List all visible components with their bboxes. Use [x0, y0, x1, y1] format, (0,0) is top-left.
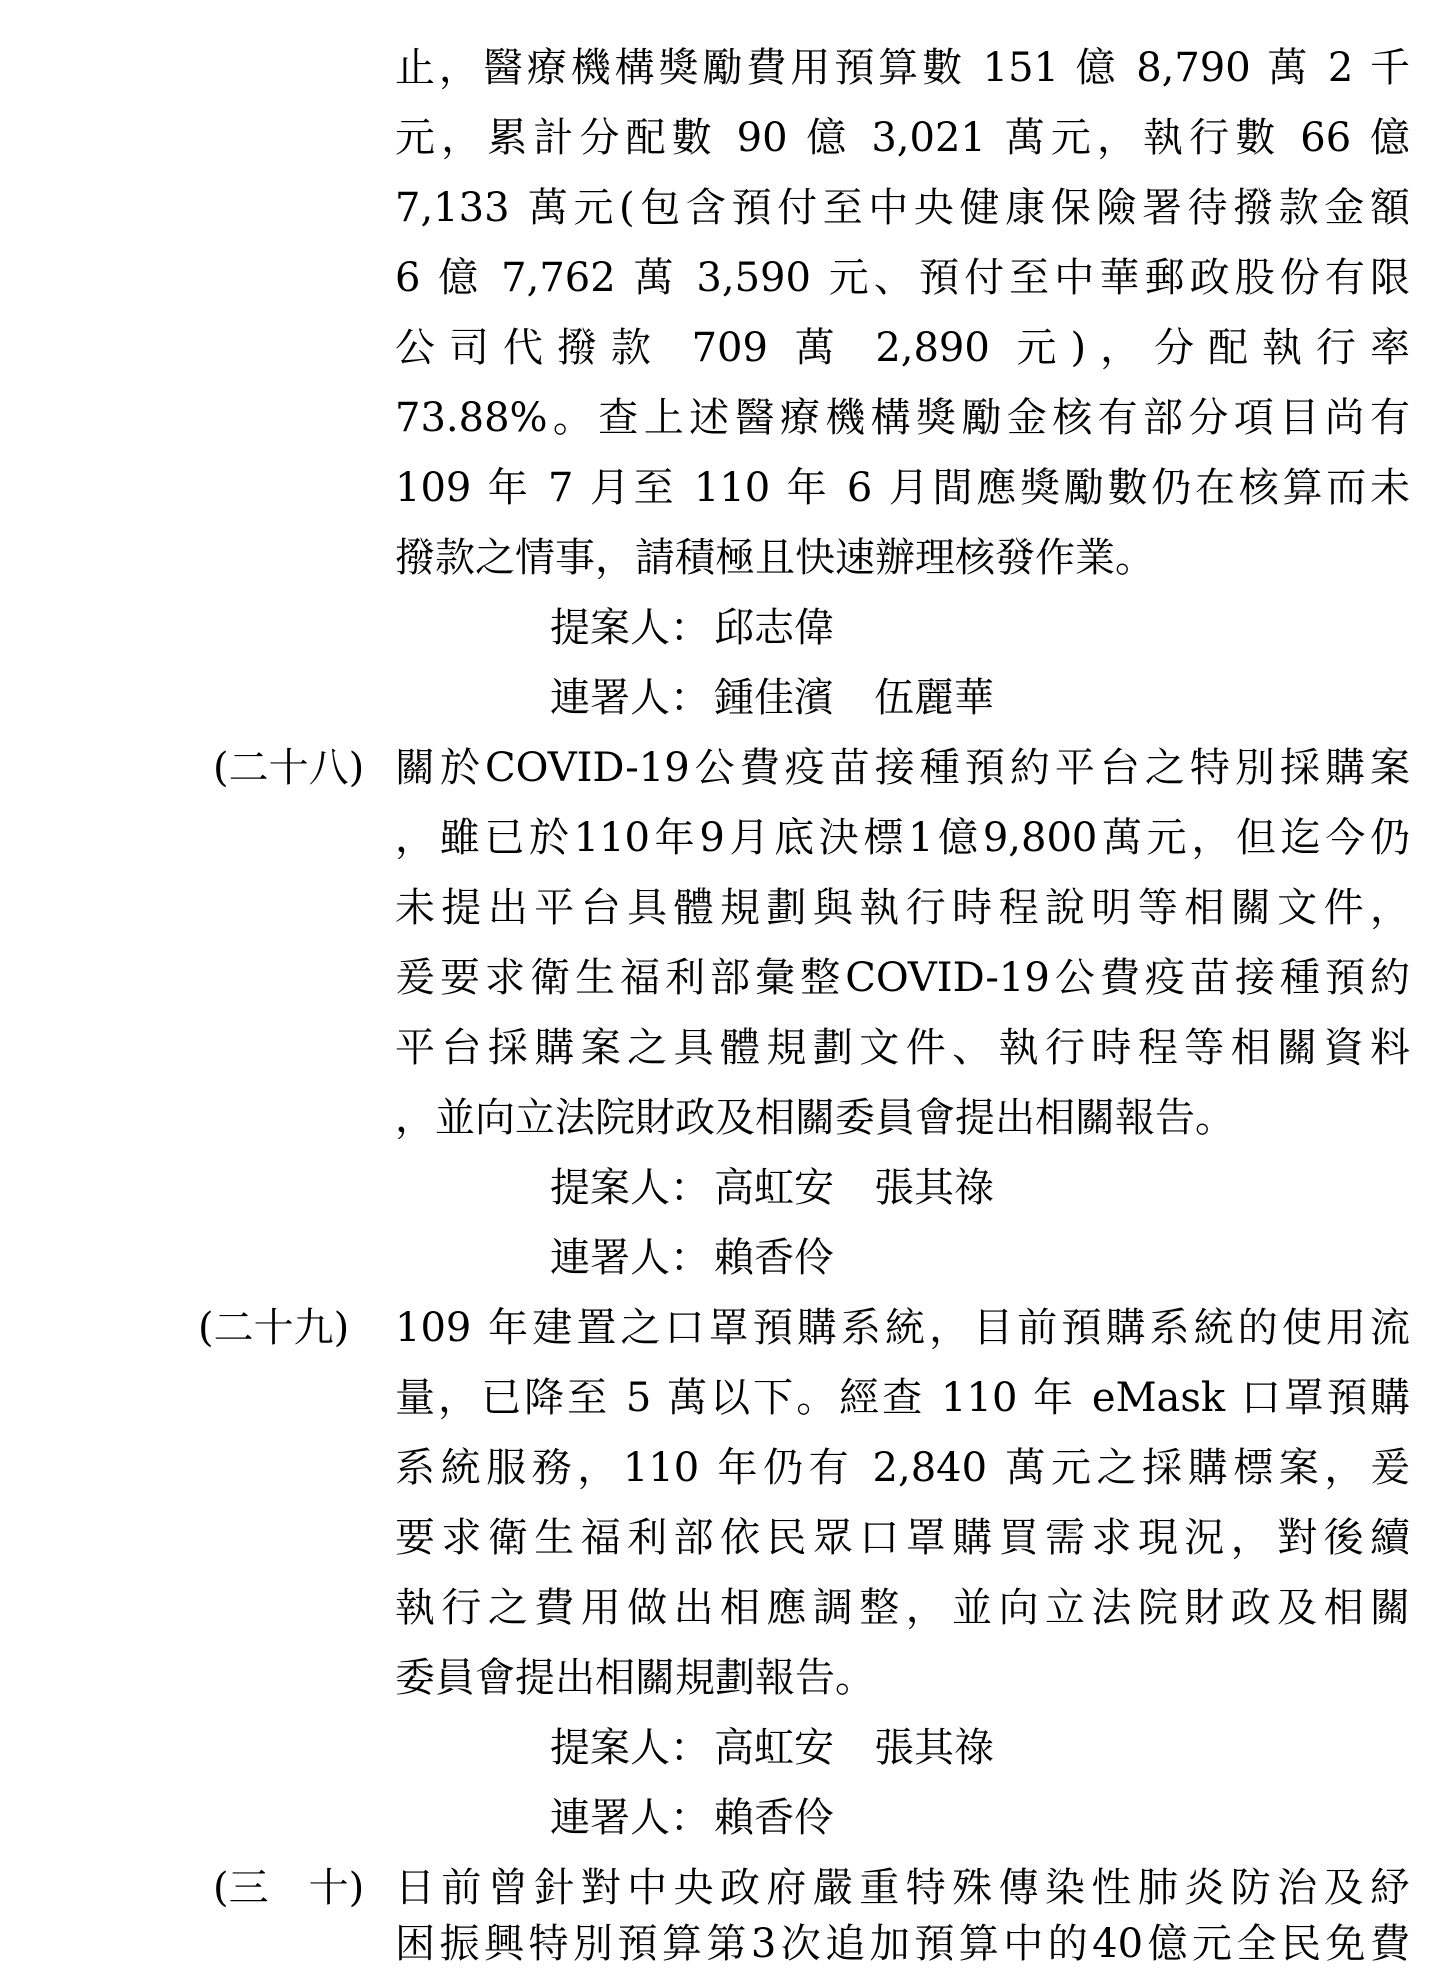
- proposer-label: 提案人：: [550, 1165, 710, 1211]
- paragraph-line: 公司代撥款 709 萬 2,890 元)，分配執行率: [395, 325, 1410, 371]
- proposer-names: 邱志偉: [714, 605, 834, 651]
- paragraph-line: 執行之費用做出相應調整，並向立法院財政及相關: [395, 1585, 1410, 1631]
- cosigner-names: 鍾佳濱 伍麗華: [714, 675, 994, 721]
- cosigner-line: [550, 663, 994, 733]
- paragraph-line: 困振興特別預算第3次追加預算中的40億元全民免費: [395, 1921, 1410, 1967]
- paragraph-line: 73.88%。查上述醫療機構獎勵金核有部分項目尚有: [395, 395, 1410, 441]
- paragraph-line: 6 億 7,762 萬 3,590 元、預付至中華郵政股份有限: [395, 255, 1410, 301]
- cosigner-label: 連署人：: [550, 1795, 710, 1841]
- item-number: (二十八): [213, 745, 365, 791]
- paragraph-line: 爰要求衛生福利部彙整COVID-19公費疫苗接種預約: [395, 955, 1410, 1001]
- proposer-label: 提案人：: [550, 605, 710, 651]
- paragraph-line: 7,133 萬元(包含預付至中央健康保險署待撥款金額: [395, 185, 1410, 231]
- paragraph-line: 量，已降至 5 萬以下。經查 110 年 eMask 口罩預購: [395, 1375, 1410, 1421]
- paragraph-line: 要求衛生福利部依民眾口罩購買需求現況，對後續: [395, 1515, 1410, 1561]
- cosigner-names: 賴香伶: [714, 1235, 834, 1281]
- paragraph-line: ，並向立法院財政及相關委員會提出相關報告。: [395, 1095, 1235, 1141]
- cosigner-line: [550, 1223, 834, 1293]
- proposer-line: [550, 1153, 994, 1223]
- paragraph-line: 撥款之情事，請積極且快速辦理核發作業。: [395, 535, 1155, 581]
- paragraph-line: 元，累計分配數 90 億 3,021 萬元，執行數 66 億: [395, 115, 1410, 161]
- proposer-line: [550, 1713, 994, 1783]
- paragraph-line: 系統服務，110 年仍有 2,840 萬元之採購標案，爰: [395, 1445, 1410, 1491]
- paragraph-line: 109 年建置之口罩預購系統，目前預購系統的使用流: [395, 1305, 1410, 1351]
- paragraph-line: 109 年 7 月至 110 年 6 月間應獎勵數仍在核算而未: [395, 465, 1410, 511]
- proposer-line: [550, 593, 834, 663]
- cosigner-label: 連署人：: [550, 675, 710, 721]
- proposer-names: 高虹安 張其祿: [714, 1725, 994, 1771]
- proposer-names: 高虹安 張其祿: [714, 1165, 994, 1211]
- paragraph-line: 未提出平台具體規劃與執行時程說明等相關文件，: [395, 885, 1410, 931]
- paragraph-line: 關於COVID-19公費疫苗接種預約平台之特別採購案: [395, 745, 1410, 791]
- proposer-label: 提案人：: [550, 1725, 710, 1771]
- paragraph-line: ，雖已於110年9月底決標1億9,800萬元，但迄今仍: [395, 815, 1410, 861]
- cosigner-label: 連署人：: [550, 1235, 710, 1281]
- cosigner-names: 賴香伶: [714, 1795, 834, 1841]
- paragraph-line: 平台採購案之具體規劃文件、執行時程等相關資料: [395, 1025, 1410, 1071]
- paragraph-line: 止，醫療機構獎勵費用預算數 151 億 8,790 萬 2 千: [395, 45, 1410, 91]
- paragraph-line: 日前曾針對中央政府嚴重特殊傳染性肺炎防治及紓: [395, 1865, 1410, 1911]
- cosigner-line: [550, 1783, 834, 1853]
- item-number: (三 十): [213, 1865, 365, 1911]
- item-number: (二十九): [198, 1305, 350, 1351]
- paragraph-line: 委員會提出相關規劃報告。: [395, 1655, 875, 1701]
